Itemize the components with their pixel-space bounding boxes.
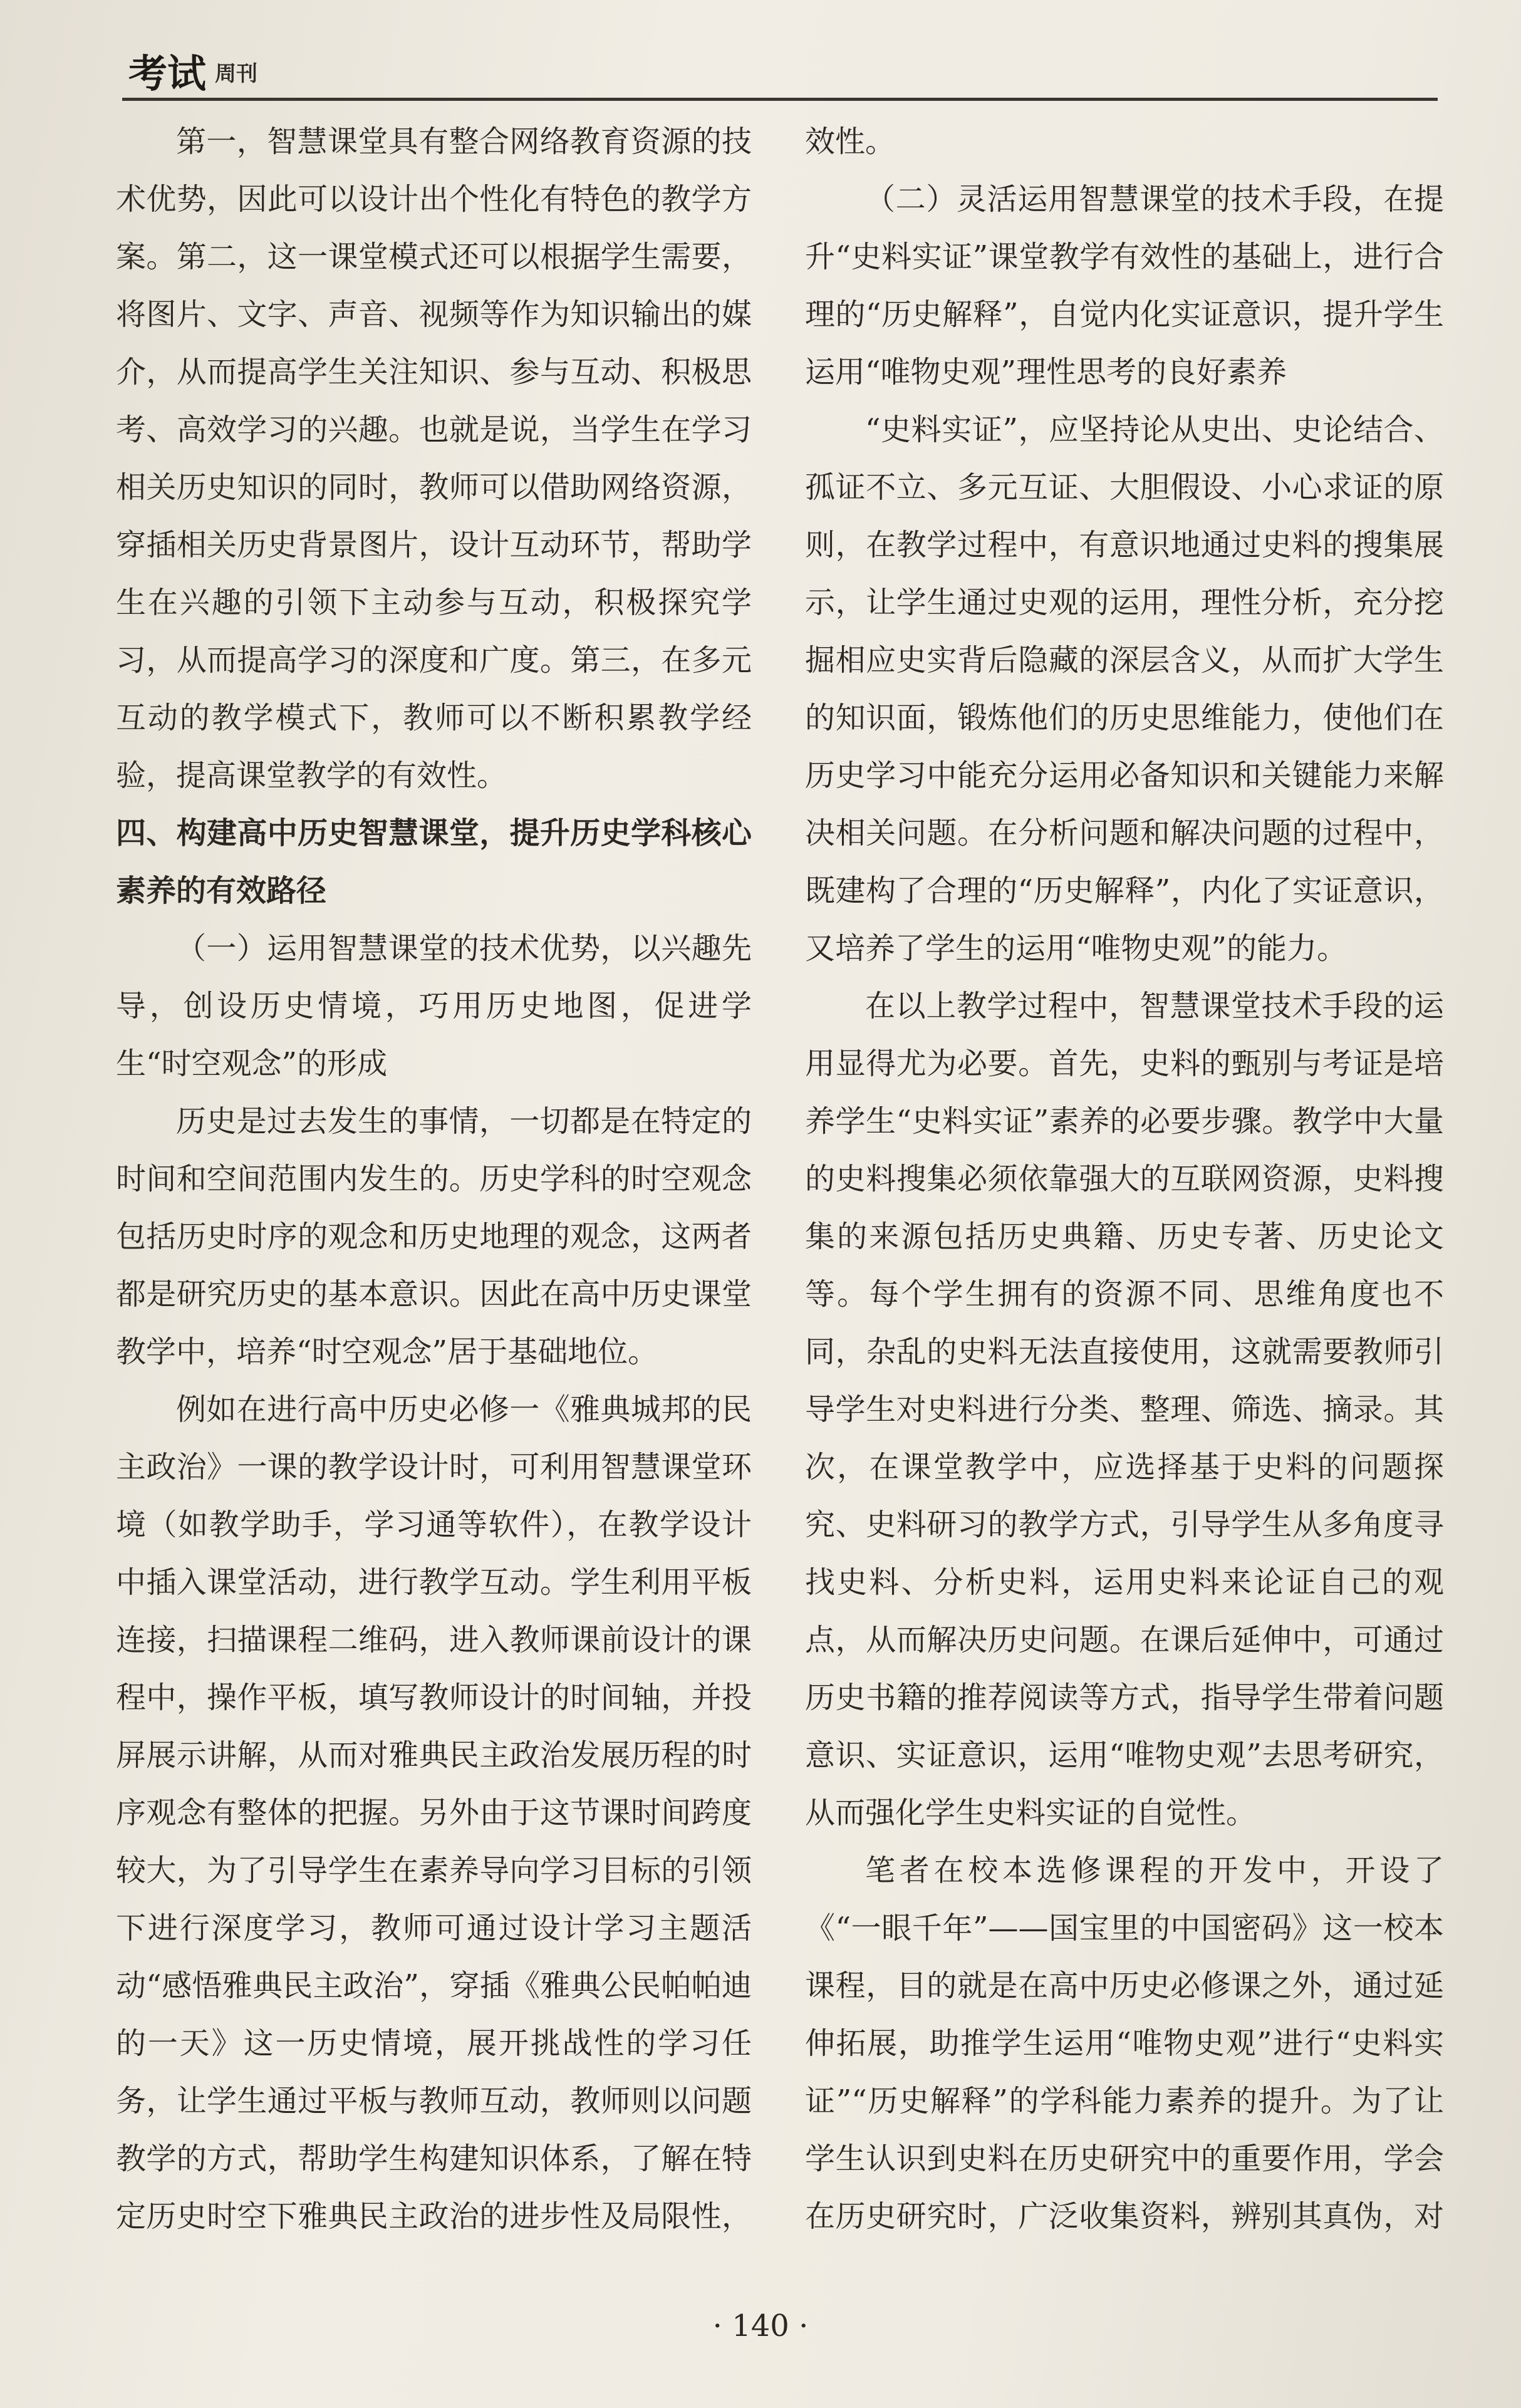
subsection-heading: （一）运用智慧课堂的技术优势，以兴趣先导，创设历史情境，巧用历史地图，促进学生“时空观念”的形成	[116, 931, 752, 1081]
paragraph: 例如在进行高中历史必修一《雅典城邦的民主政治》一课的教学设计时，可利用智慧课堂环境（如教学助手，学习通等软件），在教学设计中插入课堂活动，进行教学互动。学生利用平板连接，扫描课程二维码，进入教师课前设计的课程中，操作平板，填写教师设计的时间轴，并投屏展示讲解，从而对雅典民主政治发展历程的时序观念有整体的把握。另外由于这节课时间跨度较大，为了引导学生在素养导向学习目标的引领下进行深度学习，教师可通过设计学习主题活动“感悟雅典民主政治”，穿插《雅典公民帕帕迪的一天》这一历史情境，展开挑战性的学习任务，让学生通过平板与教师互动，教师则以问题教学的方式，帮助学生构建知识体系，了解在特定历史时空下雅典民主政治的进步性及局限性，	[116, 1392, 752, 2234]
section-heading: 四、构建高中历史智慧课堂，提升历史学科核心素养的有效路径	[116, 816, 752, 908]
paragraph: 在以上教学过程中，智慧课堂技术手段的运用显得尤为必要。首先，史料的甄别与考证是培养学生“史料实证”素养的必要步骤。教学中大量的史料搜集必须依靠强大的互联网资源，史料搜集的来源包括历史典籍、历史专著、历史论文等。每个学生拥有的资源不同、思维角度也不同，杂乱的史料无法直接使用，这就需要教师引导学生对史料进行分类、整理、筛选、摘录。其次，在课堂教学中，应选择基于史料的问题探究、史料研习的教学方式，引导学生从多角度寻找史料、分析史料，运用史料来论证自己的观点，从而解决历史问题。在课后延伸中，可通过历史书籍的推荐阅读等方式，指导学生带着问题意识、实证意识，运用“唯物史观”去思考研究，从而强化学生史料实证的自觉性。	[805, 989, 1444, 1830]
journal-brand-suffix: 周刊	[215, 61, 257, 86]
page-number: · 140 ·	[712, 2308, 809, 2343]
journal-brand: 考试	[128, 51, 207, 96]
paragraph: 历史是过去发生的事情，一切都是在特定的时间和空间范围内发生的。历史学科的时空观念包括历史时序的观念和历史地理的观念，这两者都是研究历史的基本意识。因此在高中历史课堂教学中，培养“时空观念”居于基础地位。	[116, 1104, 752, 1369]
left-column	[116, 113, 752, 2243]
paragraph-continuation: 效性。	[805, 124, 896, 159]
paragraph: 第一，智慧课堂具有整合网络教育资源的技术优势，因此可以设计出个性化有特色的教学方案。第二，这一课堂模式还可以根据学生需要，将图片、文字、声音、视频等作为知识输出的媒介，从而提高学生关注知识、参与互动、积极思考、高效学习的兴趣。也就是说，当学生在学习相关历史知识的同时，教师可以借助网络资源，穿插相关历史背景图片，设计互动环节，帮助学生在兴趣的引领下主动参与互动，积极探究学习，从而提高学习的深度和广度。第三，在多元互动的教学模式下，教师可以不断积累教学经验，提高课堂教学的有效性。	[116, 124, 752, 793]
paragraph: “史料实证”，应坚持论从史出、史论结合、孤证不立、多元互证、大胆假设、小心求证的原则，在教学过程中，有意识地通过史料的搜集展示，让学生通过史观的运用，理性分析，充分挖掘相应史实背后隐藏的深层含义，从而扩大学生的知识面，锻炼他们的历史思维能力，使他们在历史学习中能充分运用必备知识和关键能力来解决相关问题。在分析问题和解决问题的过程中，既建构了合理的“历史解释”，内化了实证意识，又培养了学生的运用“唯物史观”的能力。	[805, 412, 1444, 966]
paragraph: 笔者在校本选修课程的开发中，开设了《“一眼千年”——国宝里的中国密码》这一校本课程，目的就是在高中历史必修课之外，通过延伸拓展，助推学生运用“唯物史观”进行“史料实证”“历史解释”的学科能力素养的提升。为了让学生认识到史料在历史研究中的重要作用，学会在历史研究时，广泛收集资料，辨别其真伪，对	[805, 1853, 1444, 2234]
subsection-heading: （二）灵活运用智慧课堂的技术手段，在提升“史料实证”课堂教学有效性的基础上，进行合理的“历史解释”，自觉内化实证意识，提升学生运用“唯物史观”理性思考的良好素养	[805, 182, 1444, 390]
page-header	[122, 38, 1438, 101]
right-column	[805, 113, 1444, 2243]
